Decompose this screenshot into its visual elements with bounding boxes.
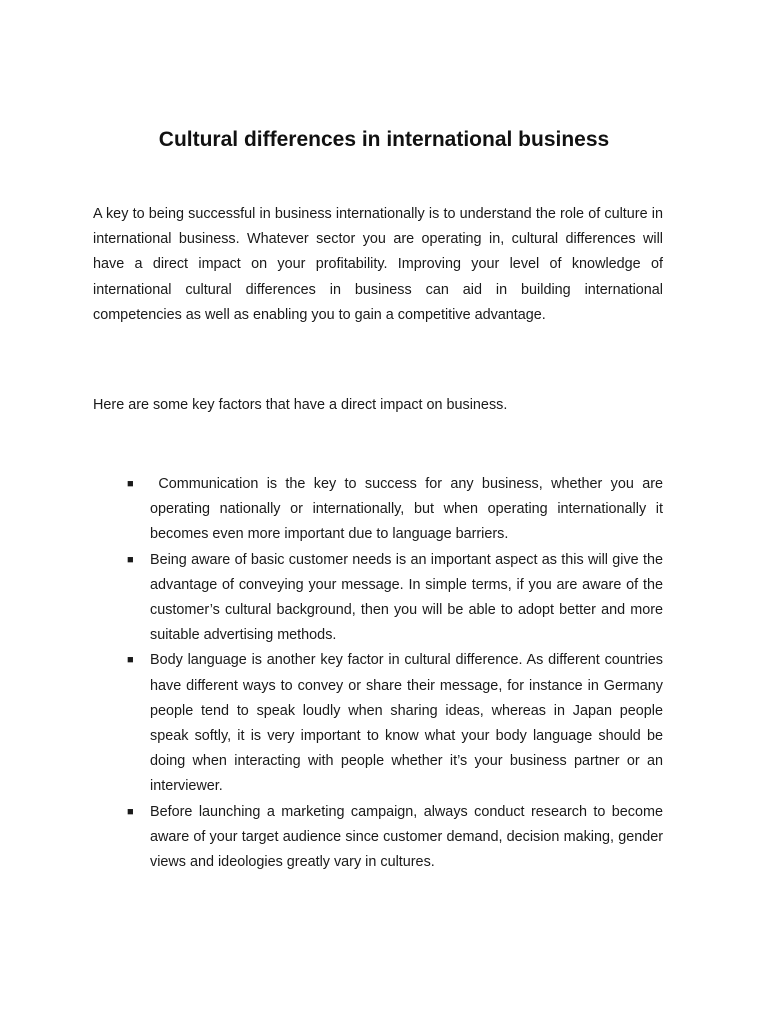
- list-item: [93, 472, 667, 548]
- list-item: [93, 800, 663, 876]
- list-item-text: Communication is the key to success for any business, whether you are operating nationally or internationally, but when operating internationally it becomes even more important due to language barriers.: [150, 476, 667, 543]
- key-factors-list: [93, 472, 667, 875]
- square-bullet-icon: ■: [127, 478, 134, 490]
- list-item: [93, 548, 663, 649]
- list-item-text: Being aware of basic customer needs is an important aspect as this will give the advantage of conveying your message. In simple terms, if you are aware of the customer’s cultural background, then you will be able to adopt better and more suitable advertising methods.: [150, 551, 663, 644]
- page-title: Cultural differences in international business: [158, 128, 610, 151]
- list-item-text: Body language is another key factor in cultural difference. As different countries have different ways to convey or share their message, for instance in Germany people tend to speak loudly when sharing ideas, whereas in Japan people speak softly, it is very important to know what your body language should be doing when interacting with people whether it’s your business partner or an interviewer.: [150, 652, 663, 795]
- list-item-text: Before launching a marketing campaign, always conduct research to become aware of your target audience since customer demand, decision making, gender views and ideologies greatly vary in cultures.: [150, 803, 663, 871]
- square-bullet-icon: ■: [127, 654, 134, 667]
- square-bullet-icon: ■: [127, 553, 134, 566]
- list-item: [93, 648, 663, 799]
- intro-paragraph: A key to being successful in business internationally is to understand the role of culture in international business. Whatever sector you are operating in, cultural differences will have a direct impact on your profitability. Improving your level of knowledge of international cultural differences in business can aid in building international competencies as well as enabling you to gain a competitive advantage.: [93, 206, 663, 323]
- square-bullet-icon: ■: [127, 805, 134, 818]
- lead-paragraph: Here are some key factors that have a direct impact on business.: [93, 397, 508, 413]
